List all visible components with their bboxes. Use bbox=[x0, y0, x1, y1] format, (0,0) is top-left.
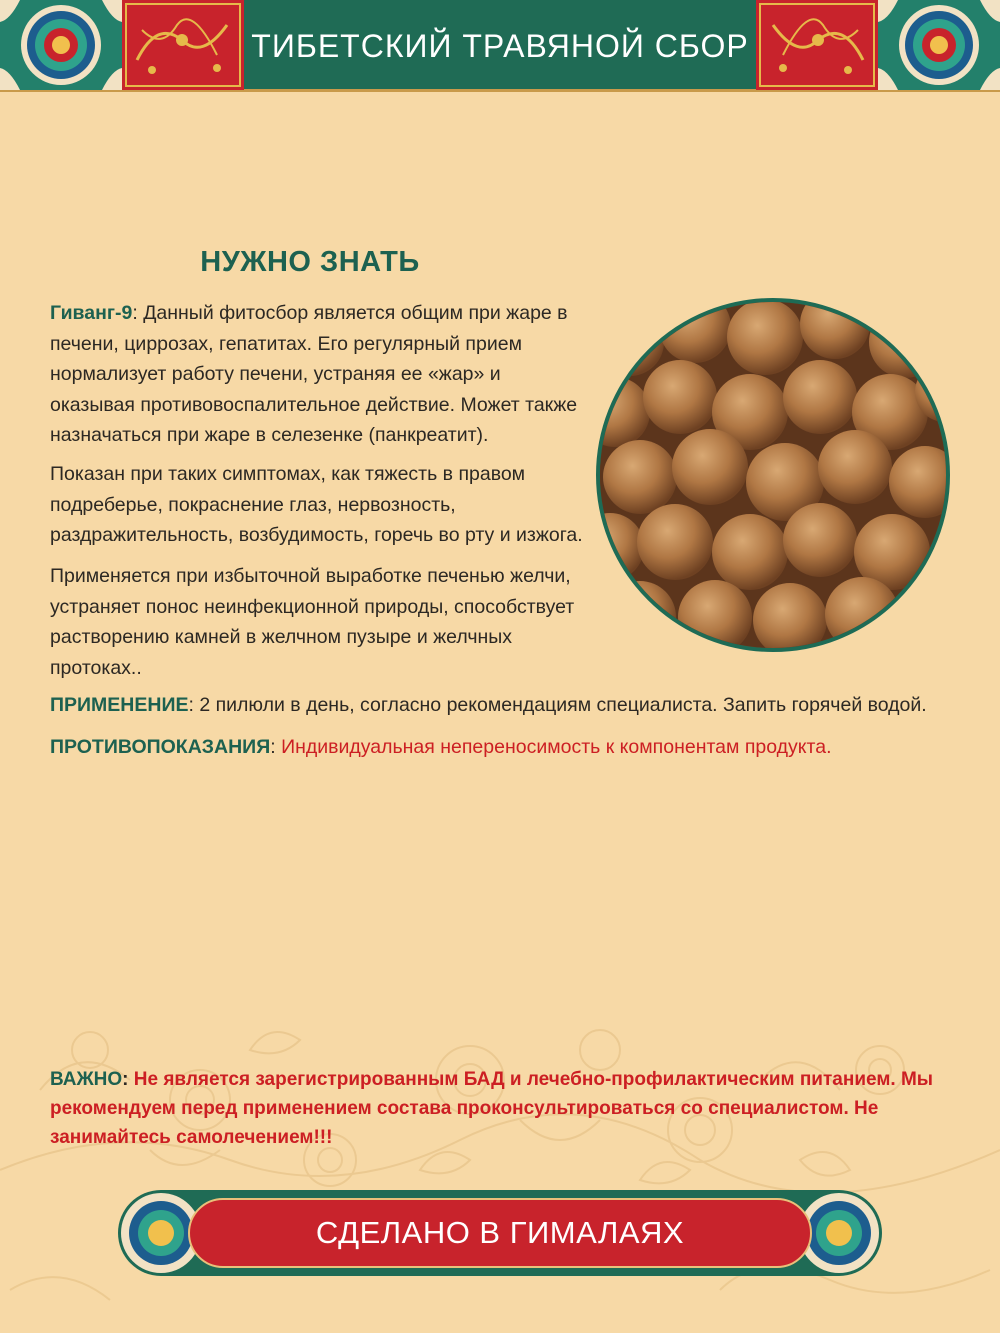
footer-label: СДЕЛАНО В ГИМАЛАЯХ bbox=[315, 1215, 685, 1250]
usage-line bbox=[50, 690, 950, 720]
ornament-icon bbox=[878, 0, 1000, 90]
intro-paragraph bbox=[50, 298, 590, 451]
contraindications-separator: : bbox=[270, 736, 282, 758]
product-name-label: Гиванг-9 bbox=[50, 302, 133, 324]
usage-label: ПРИМЕНЕНИЕ bbox=[50, 694, 189, 716]
pills-image bbox=[600, 302, 946, 648]
floral-pattern-background bbox=[0, 1010, 1000, 1333]
contraindications-line bbox=[50, 732, 950, 762]
product-pills-photo bbox=[596, 298, 950, 652]
symptoms-paragraph: Показан при таких симптомах, как тяжесть в правом подреберье, покраснение глаз, нервозность, раздражительность, возбудимость, горечь во рту и изжога. bbox=[50, 463, 583, 546]
important-label: ВАЖНО bbox=[50, 1069, 123, 1090]
dragon-panel-left bbox=[122, 0, 244, 90]
header-title: ТИБЕТСКИЙ ТРАВЯНОЙ СБОР bbox=[251, 28, 749, 64]
header-bar bbox=[0, 0, 1000, 92]
important-separator: : bbox=[122, 1069, 134, 1090]
section-heading: НУЖНО ЗНАТЬ bbox=[200, 246, 420, 278]
contraindications-label: ПРОТИВОПОКАЗАНИЯ bbox=[50, 736, 271, 758]
important-text: Не является зарегистрированным БАД и лечебно-профилактическим питанием. Мы рекомендуем перед применением состава проконсультироваться со специалистом. Не занимайтесь самолечением!!! bbox=[50, 1069, 933, 1148]
dragon-panel-right bbox=[756, 0, 878, 90]
intro-text: : Данный фитосбор является общим при жаре в печени, циррозах, гепатитах. Его регулярный прием нормализует работу печени, устраняя ее «жар» и оказывая противовоспалительное действие. Может также назначаться при жаре в селезенке (панкреатит). bbox=[50, 302, 578, 446]
important-notice bbox=[50, 1065, 950, 1152]
effects-paragraph: Применяется при избыточной выработке печенью желчи, устраняет понос неинфекционной природы, способствует растворению камней в желчном пузыре и желчных протоках.. bbox=[50, 565, 575, 679]
usage-text: : 2 пилюли в день, согласно рекомендациям специалиста. Запить горячей водой. bbox=[188, 694, 927, 716]
ornament-icon bbox=[0, 0, 122, 90]
contraindications-text: Индивидуальная непереносимость к компонентам продукта. bbox=[281, 736, 832, 758]
